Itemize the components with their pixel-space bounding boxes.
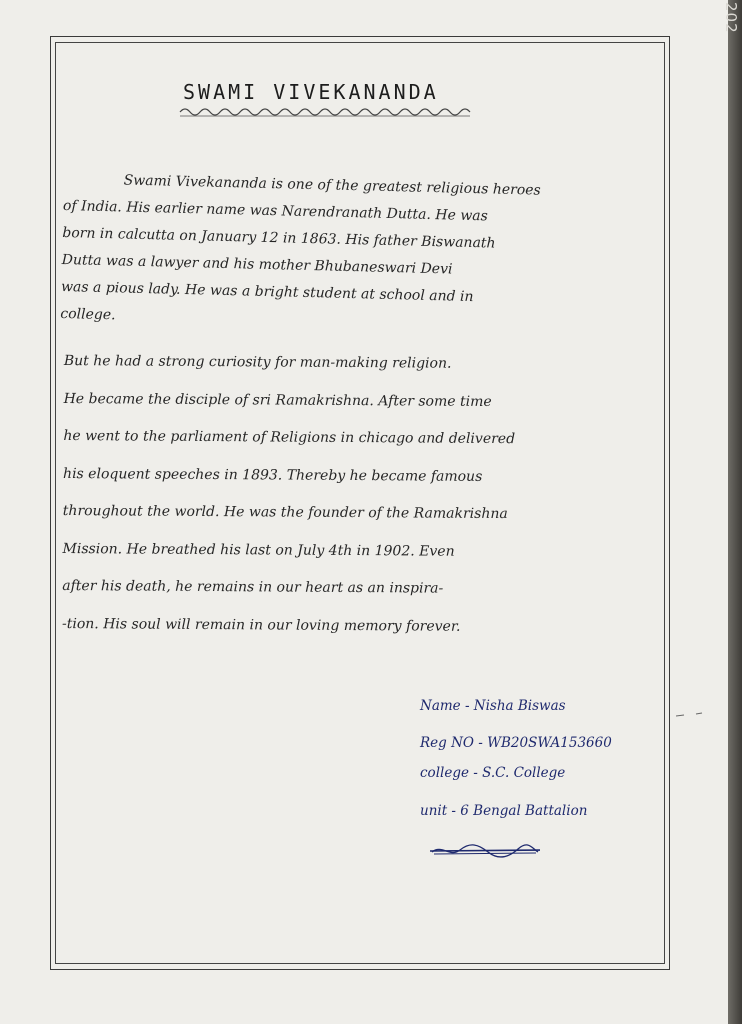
paragraph-line: was a pious lady. He was a bright student at school and in [60,278,474,306]
essay-title: SWAMI VIVEKANANDA [183,80,439,104]
paragraph-line: Dutta was a lawyer and his mother Bhubaneswari Devi [61,251,453,278]
paragraph-line: Swami Vivekananda is one of the greatest religious heroes [123,172,541,199]
paragraph-one [60,166,664,343]
paragraph-line: his eloquent speeches in 1893. Thereby he became famous [63,465,483,485]
signature-reg-no: Reg NO - WB20SWA153660 [420,735,612,751]
paragraph-line: throughout the world. He was the founder of the Ramakrishna [62,502,508,523]
paragraph-line: Mission. He breathed his last on July 4th in 1902. Even [62,540,455,560]
paragraph-line: after his death, he remains in our heart as an inspira- [62,577,444,597]
paragraph-line: He became the disciple of sri Ramakrishna. After some time [63,390,492,410]
corner-page-number: 202 [722,2,740,34]
paragraph-line: born in calcutta on January 12 in 1863. His father Biswanath [62,224,496,252]
struck-out-scribble [430,842,540,860]
paragraph-line: -tion. His soul will remain in our loving memory forever. [61,615,461,635]
margin-mark [676,712,704,718]
signature-college: college - S.C. College [420,765,566,781]
page-edge-shadow [722,0,742,1024]
paragraph-line: of India. His earlier name was Narendranath Dutta. He was [62,197,489,225]
paragraph-line: But he had a strong curiosity for man-making religion. [63,352,452,372]
title-underline-squiggle [178,106,478,118]
paragraph-two [62,343,664,647]
signature-name: Name - Nisha Biswas [420,698,566,714]
paragraph-line: he went to the parliament of Religions in chicago and delivered [63,427,516,448]
paragraph-line: college. [60,305,116,324]
signature-unit: unit - 6 Bengal Battalion [420,803,588,819]
